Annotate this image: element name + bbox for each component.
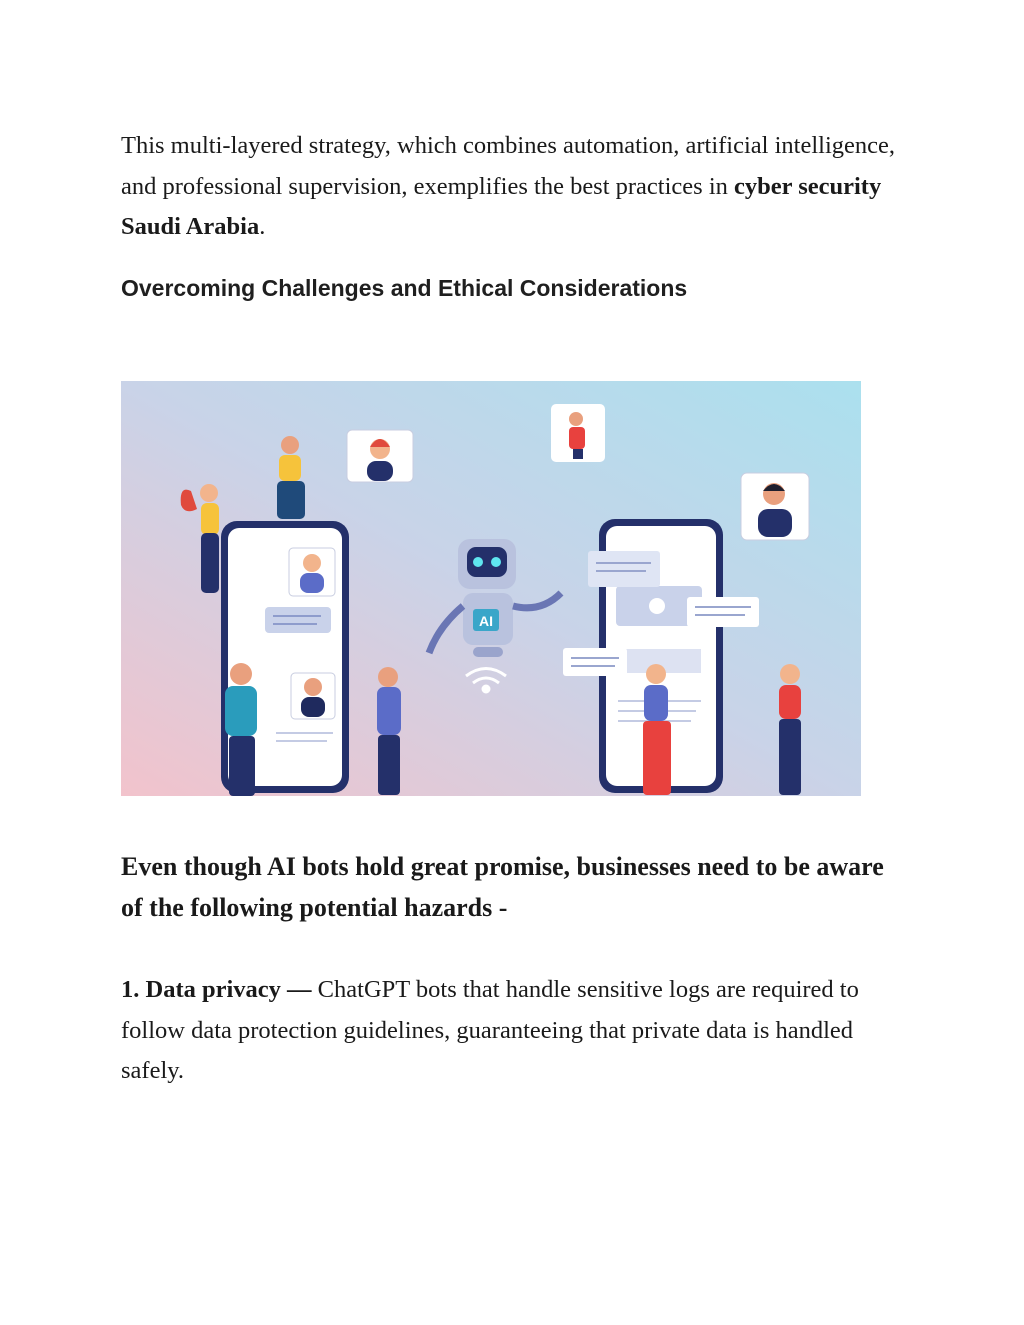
robot-ai-badge: AI [479,613,493,629]
avatar-card-man-top [551,404,605,462]
hazard-item-label: 1. Data privacy — [121,976,312,1003]
intro-period: . [259,213,266,240]
intro-paragraph [121,126,911,248]
section-heading: Overcoming Challenges and Ethical Considerations [121,275,688,301]
avatar-card-man-right [741,473,809,540]
intro-bold-keyword: cyber security Saudi Arabia [121,172,882,240]
intro-text: This multi-layered strategy, which combines automation, artificial intelligence, and professional supervision, exemplifies the best practices in [121,132,895,200]
ai-chatbot-illustration [121,381,861,796]
hazard-item-data-privacy [121,970,911,1092]
hazards-heading: Even though AI bots hold great promise, businesses need to be aware of the following potential hazards - [121,852,884,922]
avatar-card-woman [347,430,413,482]
hazard-item-text: ChatGPT bots that handle sensitive logs are required to follow data protection guidelines, guaranteeing that private data is handled safely. [121,976,859,1084]
